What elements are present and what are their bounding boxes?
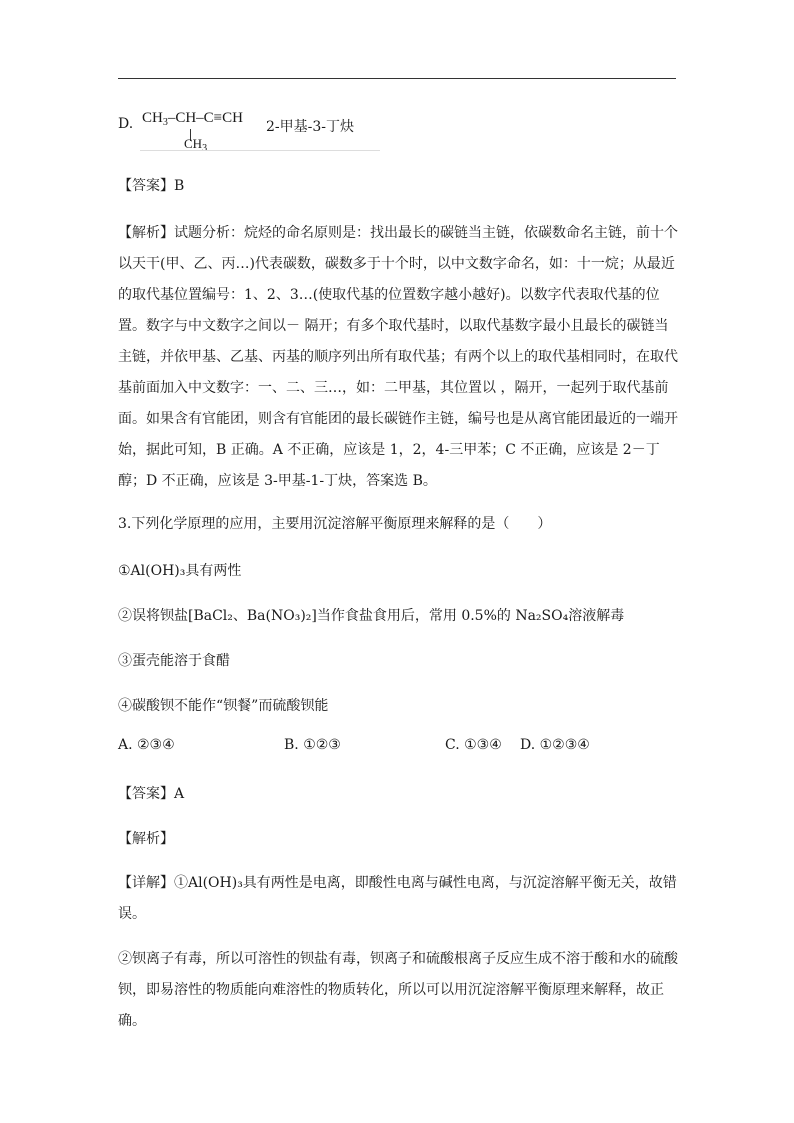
answer-options (118, 737, 678, 761)
detail-1: 【详解】①Al(OH)₃具有两性是电离，即酸性电离与碱性电离，与沉淀溶解平衡无关，故错误。 (118, 875, 677, 922)
compound-name: 2-甲基-3-丁炔 (266, 119, 355, 135)
analysis-1: 【解析】试题分析：烷烃的命名原则是：找出最长的碳链当主链，依碳数命名主链，前十个以天干(甲、乙、丙…)代表碳数，碳数多于十个时，以中文数字命名，如：十一烷；从最近的取代基位置编号：1、2、3…(使取代基的位置数字越小越好)。以数字代表取代基的位置。数字与中文数字之间以－ 隔开；有多个取代基时，以取代基数字最小且最长的碳链当主链，并依甲基、乙基、丙基的顺序列出所有取代基；有两个以上的取代基相同时，在取代基前面加入中文数字：一、二、三…，如：二甲基，其位置以 ，隔开，一起列于取代基前面。如果含有官能团，则含有官能团的最长碳链作主链，编号也是从离官能团最近的一端开始，据此可知，B 正确。A 不正确，应该是 1，2，4-三甲苯；C 不正确，应该是 2－丁醇；D 不正确，应该是 3-甲基-1-丁炔，答案选 B。 (118, 225, 678, 489)
item-4: ④碳酸钡不能作“钡餐”而硫酸钡能 (118, 698, 329, 714)
item-3: ③蛋壳能溶于食醋 (118, 653, 230, 669)
item-2: ②误将钡盐[BaCl₂、Ba(NO₃)₂]当作食盐食用后，常用 0.5%的 Na₂SO₄溶液解毒 (118, 608, 625, 624)
analysis-3-title: 【解析】 (118, 831, 174, 847)
question-3: 3.下列化学原理的应用，主要用沉淀溶解平衡原理来解释的是（ ） (118, 516, 552, 532)
header-rule (118, 78, 676, 79)
formula-main-chain: $CH_3-CH-C\equiv CH$ (142, 110, 243, 128)
option-a: A. ②③④ (118, 737, 175, 753)
option-b: B. ①②③ (284, 737, 341, 753)
option-d-label: D. (118, 116, 134, 132)
answer-1: 【答案】B (118, 178, 185, 194)
item-1: ①Al(OH)₃具有两性 (118, 563, 242, 579)
formula-underline (140, 150, 380, 151)
option-d: D. ①②③④ (520, 737, 590, 753)
formula-branch: $CH_3$ (184, 136, 208, 154)
structural-formula (118, 110, 418, 156)
answer-3: 【答案】A (118, 786, 185, 802)
detail-2: ②钡离子有毒，所以可溶性的钡盐有毒，钡离子和硫酸根离子反应生成不溶于酸和水的硫酸钡，即易溶性的物质能向难溶性的物质转化，所以可以用沉淀溶解平衡原理来解释，故正确。 (118, 951, 678, 1029)
option-c: C. ①③④ (445, 737, 502, 753)
